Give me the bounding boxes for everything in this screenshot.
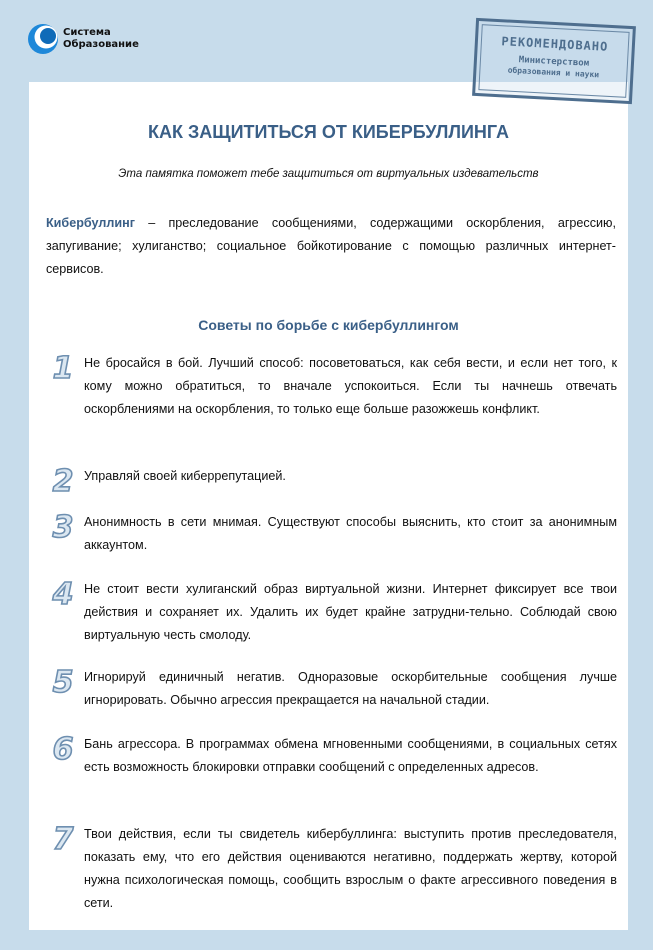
tip-number-4: 4 xyxy=(52,577,74,612)
tip-text-5: Игнорируй единичный негатив. Одноразовые оскорбительные сообщения лучше игнорировать. Обычно агрессия прекращается на начальной стадии. xyxy=(84,670,617,707)
stamp-line-3: образования и науки xyxy=(507,65,600,80)
recommended-stamp xyxy=(472,18,636,104)
stamp-line-2: Министерством xyxy=(518,55,590,69)
tip-item-1 xyxy=(45,352,617,421)
page-subtitle: Эта памятка поможет тебе защититься от виртуальных издевательств xyxy=(118,168,539,180)
tip-number-1: 1 xyxy=(52,351,74,386)
tip-text-2: Управляй своей киберрепутацией. xyxy=(84,469,286,483)
tips-heading: Советы по борьбе с кибербуллингом xyxy=(198,317,459,333)
system-logo xyxy=(26,22,139,56)
tip-number-5: 5 xyxy=(52,665,74,700)
tip-item-3 xyxy=(45,511,617,557)
tip-item-6 xyxy=(45,733,617,779)
page-title: КАК ЗАЩИТИТЬСЯ ОТ КИБЕРБУЛЛИНГА xyxy=(147,122,510,142)
tip-text-6: Бань агрессора. В программах обмена мгновенными сообщениями, в социальных сетях есть возможность блокировки отправки сообщений с определенных адресов. xyxy=(84,737,617,774)
tip-number-2: 2 xyxy=(52,464,74,499)
definition-term: Кибербуллинг xyxy=(46,216,135,230)
tip-item-2 xyxy=(45,465,617,499)
tip-number-7: 7 xyxy=(52,822,74,857)
tip-text-1: Не бросайся в бой. Лучший способ: посоветоваться, как себя вести, и если нет того, к кому можно обратиться, то вначале успокоиться. Если ты начнешь отвечать оскорблениями на оскорбления, то только еще больше разожжешь конфликт. xyxy=(84,356,617,416)
tip-item-5 xyxy=(45,666,617,712)
content-sheet xyxy=(29,82,628,930)
tip-text-7: Твои действия, если ты свидетель кибербуллинга: выступить против преследователя, показать ему, что его действия оцениваются негативно, поддержать жертву, которой нужна психологическая помощь, сообщить взрослым о факте агрессивного поведения в сети. xyxy=(84,827,617,910)
tip-item-7 xyxy=(45,823,617,915)
tip-number-3: 3 xyxy=(52,510,74,545)
stamp-line-1: РЕКОМЕНДОВАНО xyxy=(501,34,609,54)
stamp-inner-border xyxy=(478,24,629,98)
tip-item-4 xyxy=(45,578,617,647)
tip-text-4: Не стоит вести хулиганский образ виртуальной жизни. Интернет фиксирует все твои действия и сохраняет их. Удалить их будет крайне затрудни-тельно. Соблюдай свою виртуальную честь смолоду. xyxy=(84,582,617,642)
tip-text-3: Анонимность в сети мнимая. Существуют способы выяснить, кто стоит за анонимным аккаунтом. xyxy=(84,515,617,552)
logo-line-2: Образование xyxy=(63,39,139,50)
tip-number-6: 6 xyxy=(52,732,74,767)
logo-line-1: Система xyxy=(63,27,111,38)
definition-paragraph xyxy=(46,212,616,281)
definition-text: – преследование сообщениями, содержащими оскорбления, агрессию, запугивание; хулиганство; социальное бойкотирование с помощью различных интернет-сервисов. xyxy=(46,216,616,276)
logo-mark-icon xyxy=(26,22,60,56)
logo-text xyxy=(63,27,139,51)
